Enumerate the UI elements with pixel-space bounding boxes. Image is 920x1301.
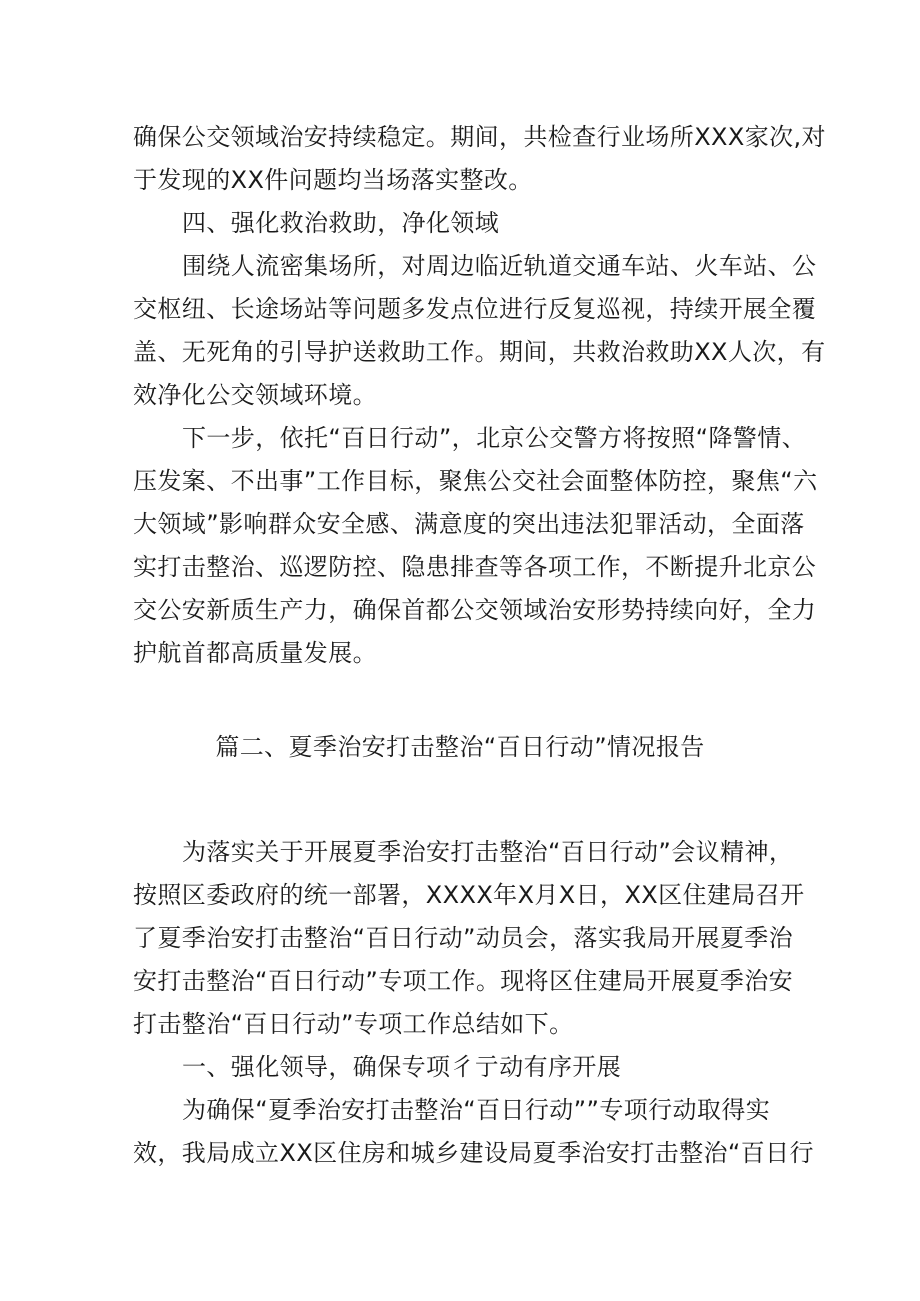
paragraph-line: 围绕人流密集场所，对周边临近轨道交通车站、火车站、公: [182, 252, 817, 280]
paragraph-line: 确保公交领域治安持续稳定。期间，共检查行业场所XXX家次,对: [133, 123, 826, 151]
paragraph-line: 交公安新质生产力，确保首都公交领域治安形势持续向好，全力: [133, 596, 817, 624]
paragraph-line: 效，我局成立XX区住房和城乡建设局夏季治安打击整治“百日行: [133, 1139, 814, 1167]
paragraph-line: 为落实关于开展夏季治安打击整治“百日行动”会议精神，: [182, 838, 794, 866]
paragraph-line: 护航首都高质量发展。: [133, 639, 377, 667]
section-title: 篇二、夏季治安打击整治“百日行动”情况报告: [215, 733, 705, 761]
paragraph-line: 安打击整治“百日行动”专项工作。现将区住建局开展夏季治安: [133, 967, 794, 995]
paragraph-line: 了夏季治安打击整治“百日行动”动员会，落实我局开展夏季治: [133, 924, 794, 952]
paragraph-line: 于发现的XX件问题均当场落实整改。: [133, 166, 533, 194]
paragraph-line: 打击整治“百日行动”专项工作总结如下。: [133, 1010, 574, 1038]
paragraph-line: 为确保“夏季治安打击整治“百日行动””专项行动取得实: [182, 1096, 771, 1124]
paragraph-line: 实打击整治、巡逻防控、隐患排查等各项工作，不断提升北京公: [133, 553, 817, 581]
paragraph-line: 按照区委政府的统一部署，XXXX年X月X日，XX区住建局召开: [133, 881, 805, 909]
paragraph-line: 大领域”影响群众安全感、满意度的突出违法犯罪活动，全面落: [133, 510, 805, 538]
paragraph-line: 效净化公交领域环境。: [133, 381, 377, 409]
section-heading: 一、强化领导，确保专项彳亍动有序开展: [182, 1053, 622, 1081]
paragraph-line: 压发案、不出事”工作目标，聚焦公交社会面整体防控，聚焦“六: [133, 467, 818, 495]
paragraph-line: 交枢纽、长途场站等问题多发点位进行反复巡视，持续开展全覆: [133, 295, 817, 323]
section-heading: 四、强化救治救助，净化领域: [182, 209, 500, 237]
paragraph-line: 盖、无死角的引导护送救助工作。期间，共救治救助XX人次，有: [133, 338, 826, 366]
paragraph-line: 下一步，依托“百日行动”，北京公交警方将按照“降警情、: [182, 424, 807, 452]
